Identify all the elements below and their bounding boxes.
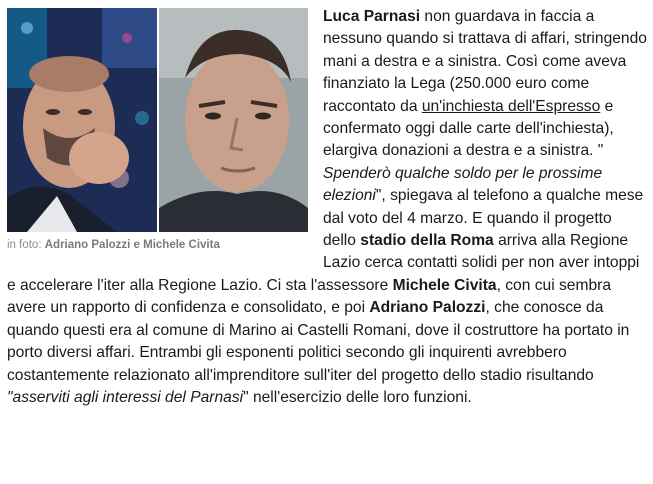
text-segment-1: non guardava in faccia a nessuno quando si trattava di affari, stringendo mani a destra e a sinistra. Così come aveva finanziato la Lega (250.000 euro come raccontato da — [323, 8, 647, 115]
name-palozzi: Adriano Palozzi — [369, 299, 486, 317]
text-segment-2: e confermato oggi dalle carte dell'inchiesta), elargiva donazioni a destra e a sinistra. " — [323, 97, 614, 160]
caption-names: Adriano Palozzi e Michele Civita — [44, 239, 220, 251]
text-segment-5: , con cui sembra avere un rapporto di confidenza e consolidato, e poi — [7, 276, 611, 317]
name-civita: Michele Civita — [392, 276, 497, 294]
figure-spacer — [7, 6, 308, 268]
espresso-inquiry-link[interactable]: un'inchiesta dell'Espresso — [421, 97, 601, 115]
quote-asserviti: "asserviti agli interessi del Parnasi — [7, 388, 244, 406]
name-parnasi: Luca Parnasi — [323, 8, 421, 25]
stadio-della-roma: stadio della Roma — [360, 232, 494, 250]
text-segment-3: ", spiegava al telefono a qualche mese dal voto del 4 marzo. E quando il progetto dello — [323, 187, 644, 250]
text-segment-4: arriva alla Regione Lazio cerca contatti solidi per non aver intoppi e accelerare l'iter alla Regione Lazio. Ci sta l'assessore — [7, 232, 640, 294]
caption-prefix: in foto: — [7, 239, 42, 251]
quote-elezioni: Spenderò qualche soldo per le prossime elezioni — [323, 164, 603, 205]
article-body — [7, 6, 647, 409]
text-segment-7: " nell'esercizio delle loro funzioni. — [243, 388, 472, 406]
text-segment-6: , che conosce da quando questi era al comune di Marino ai Castelli Romani, dove il costruttore ha portato in porto diversi affari. Entrambi gli esponenti politici secondo gli inquirenti avrebbero costantemente relazionato all'imprenditore sull'iter del progetto dello stadio risultando — [7, 299, 630, 384]
